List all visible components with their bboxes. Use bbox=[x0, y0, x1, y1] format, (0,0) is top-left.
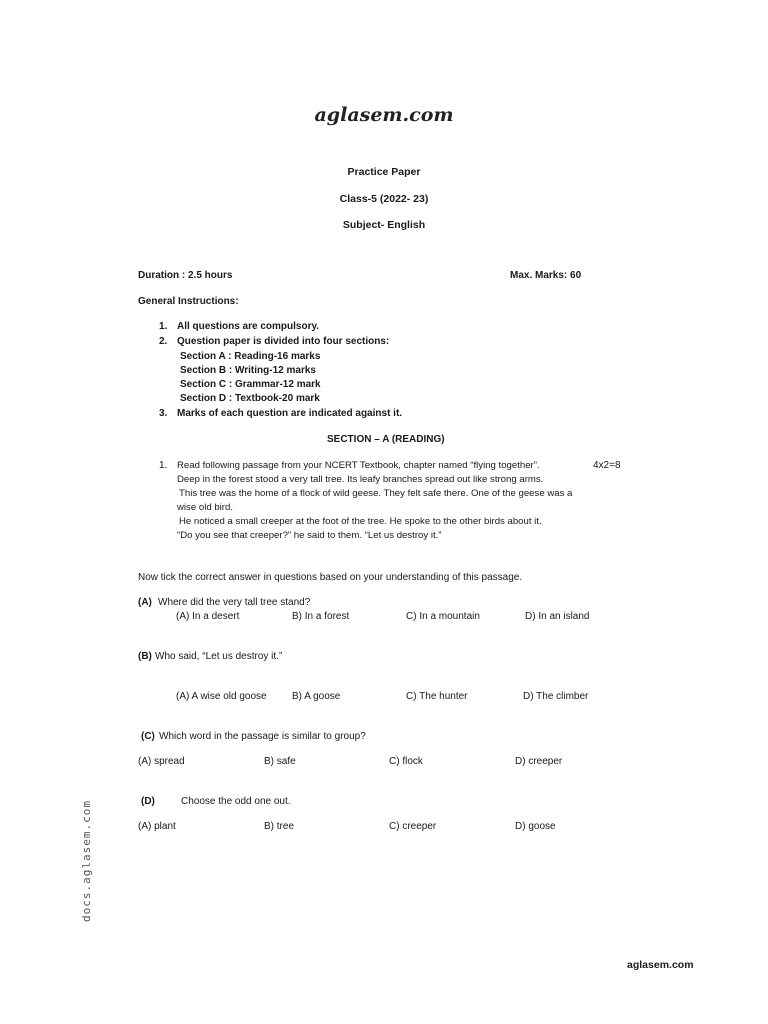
section-mark-line: Section A : Reading-16 marks bbox=[180, 351, 321, 362]
instruction-text: All questions are compulsory. bbox=[177, 321, 320, 332]
question-label: (D) bbox=[141, 796, 155, 807]
answer-option[interactable]: D) The climber bbox=[523, 691, 589, 702]
passage-line: This tree was the home of a flock of wild geese. They felt safe there. One of the geese was a bbox=[179, 488, 573, 499]
section-mark-line: Section C : Grammar-12 mark bbox=[180, 379, 321, 390]
answer-option[interactable]: B) tree bbox=[264, 821, 295, 832]
side-watermark: docs.aglasem.com bbox=[80, 800, 93, 922]
footer-brand: aglasem.com bbox=[627, 959, 694, 971]
instruction-text: Marks of each question are indicated against it. bbox=[177, 408, 403, 419]
instruction-text: Question paper is divided into four sections: bbox=[177, 336, 390, 347]
answer-option[interactable]: B) In a forest bbox=[292, 611, 350, 622]
section-a-title: SECTION – A (READING) bbox=[327, 434, 445, 445]
instructions-heading: General Instructions: bbox=[138, 296, 239, 307]
max-marks: Max. Marks: 60 bbox=[510, 270, 582, 281]
class-label: Class-5 (2022- 23) bbox=[339, 193, 429, 205]
answer-option[interactable]: D) In an island bbox=[525, 611, 590, 622]
answer-option[interactable]: (A) A wise old goose bbox=[176, 691, 267, 702]
answer-option[interactable]: D) goose bbox=[515, 821, 556, 832]
passage-line: wise old bird. bbox=[177, 502, 233, 513]
question-intro: Read following passage from your NCERT Textbook, chapter named “flying together”. bbox=[177, 460, 540, 471]
question-number: 1. bbox=[159, 460, 168, 471]
passage-line: Deep in the forest stood a very tall tree. Its leafy branches spread out like strong arms. bbox=[177, 474, 544, 485]
answer-option[interactable]: C) creeper bbox=[389, 821, 437, 832]
answer-option[interactable]: C) The hunter bbox=[406, 691, 468, 702]
site-logo: aglasem.com bbox=[314, 104, 454, 126]
question-label: (C) bbox=[141, 731, 155, 742]
answer-option[interactable]: (A) In a desert bbox=[176, 611, 240, 622]
passage-line: He noticed a small creeper at the foot of the tree. He spoke to the other birds about it. bbox=[179, 516, 542, 527]
answer-option[interactable]: D) creeper bbox=[515, 756, 563, 767]
question-label: (B) bbox=[138, 651, 152, 662]
instruction-number: 3. bbox=[159, 408, 168, 419]
instruction-number: 2. bbox=[159, 336, 168, 347]
question-text: Who said, “Let us destroy it.” bbox=[155, 651, 283, 662]
subject-label: Subject- English bbox=[342, 219, 426, 231]
question-text: Which word in the passage is similar to group? bbox=[159, 731, 366, 742]
instruction-number: 1. bbox=[159, 321, 168, 332]
answer-option[interactable]: (A) plant bbox=[138, 821, 176, 832]
question-marks: 4x2=8 bbox=[593, 460, 621, 471]
passage-line: “Do you see that creeper?” he said to them. “Let us destroy it.” bbox=[177, 530, 442, 541]
answer-option[interactable]: B) A goose bbox=[292, 691, 341, 702]
answer-option[interactable]: C) In a mountain bbox=[406, 611, 480, 622]
answer-option[interactable]: B) safe bbox=[264, 756, 296, 767]
paper-title: Practice Paper bbox=[347, 166, 421, 178]
question-text: Choose the odd one out. bbox=[181, 796, 291, 807]
question-label: (A) bbox=[138, 597, 152, 608]
question-text: Where did the very tall tree stand? bbox=[158, 597, 311, 608]
answer-prompt: Now tick the correct answer in questions based on your understanding of this passage. bbox=[138, 572, 523, 583]
section-mark-line: Section D : Textbook-20 mark bbox=[180, 393, 320, 404]
duration: Duration : 2.5 hours bbox=[138, 270, 233, 281]
section-mark-line: Section B : Writing-12 marks bbox=[180, 365, 316, 376]
answer-option[interactable]: (A) spread bbox=[138, 756, 185, 767]
answer-option[interactable]: C) flock bbox=[389, 756, 423, 767]
